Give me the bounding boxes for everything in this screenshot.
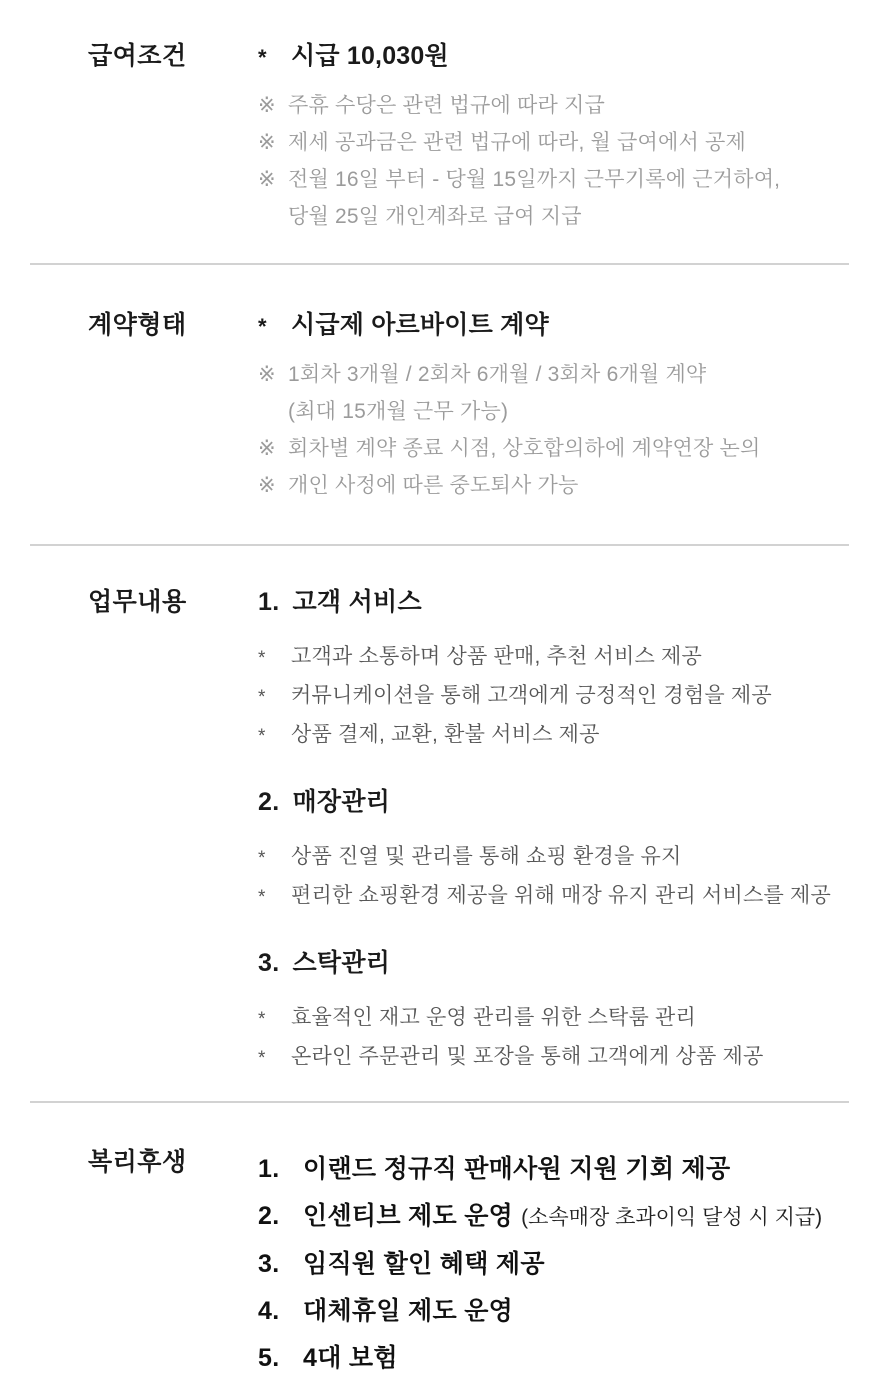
contract-section-content — [258, 309, 845, 504]
duty-bullet — [258, 1038, 845, 1077]
benefit-text: 이랜드 정규직 판매사원 지원 기회 제공 — [303, 1155, 731, 1183]
reference-marker: ※ — [258, 94, 276, 117]
asterisk-marker: * — [258, 726, 266, 747]
duty-bullet-text: 상품 진열 및 관리를 통해 쇼핑 환경을 유지 — [291, 845, 682, 868]
benefit-item — [258, 1241, 845, 1288]
benefit-number: 2. — [258, 1202, 280, 1230]
duty-bullets — [258, 838, 845, 916]
duty-bullets — [258, 638, 845, 755]
contract-note-continuation — [258, 393, 845, 430]
contract-notes — [258, 356, 845, 504]
section-divider — [30, 544, 849, 546]
duty-bullet — [258, 638, 845, 677]
duty-group-number: 1. — [258, 588, 280, 616]
duty-bullet-text: 편리한 쇼핑환경 제공을 위해 매장 유지 관리 서비스를 제공 — [291, 884, 831, 907]
benefit-text: 임직원 할인 혜택 제공 — [303, 1250, 545, 1278]
duty-bullet-text: 고객과 소통하며 상품 판매, 추천 서비스 제공 — [291, 645, 702, 668]
duty-group-customer-service — [258, 586, 845, 755]
section-benefits — [0, 1146, 879, 1382]
contract-note — [258, 356, 845, 393]
benefit-item — [258, 1335, 845, 1382]
salary-headline-text: 시급 10,030원 — [291, 42, 449, 70]
section-salary — [0, 0, 879, 235]
asterisk-marker: * — [258, 648, 266, 669]
duty-bullet-text: 온라인 주문관리 및 포장을 통해 고객에게 상품 제공 — [291, 1045, 764, 1068]
duty-group-title-text: 고객 서비스 — [292, 588, 422, 616]
benefit-item — [258, 1288, 845, 1335]
reference-marker: ※ — [258, 474, 276, 497]
reference-marker: ※ — [258, 437, 276, 460]
benefit-item — [258, 1146, 845, 1193]
duty-group-title — [258, 947, 845, 979]
contract-note-text: 개인 사정에 따른 중도퇴사 가능 — [288, 474, 579, 497]
salary-section-content — [258, 40, 845, 235]
empty-marker — [258, 393, 288, 430]
benefits-section-label: 복리후생 — [88, 1148, 187, 1176]
duty-bullet — [258, 677, 845, 716]
contract-note-text: 1회차 3개월 / 2회차 6개월 / 3회차 6개월 계약 — [288, 363, 707, 386]
contract-headline — [258, 309, 845, 343]
duty-group-title-text: 매장관리 — [292, 788, 391, 816]
contract-note-text: 회차별 계약 종료 시점, 상호합의하에 계약연장 논의 — [288, 437, 761, 460]
contract-section-label: 계약형태 — [88, 311, 187, 339]
section-divider — [30, 263, 849, 265]
duty-group-title — [258, 586, 845, 618]
duty-bullet — [258, 877, 845, 916]
duty-group-number: 2. — [258, 788, 280, 816]
duty-group-store-management — [258, 786, 845, 916]
duty-group-title — [258, 786, 845, 818]
section-divider — [30, 1101, 849, 1103]
asterisk-marker: * — [258, 1009, 266, 1030]
asterisk-marker: * — [258, 314, 267, 339]
salary-note — [258, 161, 845, 198]
benefit-text: 인센티브 제도 운영 — [303, 1202, 514, 1230]
duty-bullet — [258, 999, 845, 1038]
reference-marker: ※ — [258, 131, 276, 154]
salary-note-text: 전월 16일 부터 - 당월 15일까지 근무기록에 근거하여, — [288, 168, 781, 191]
duty-group-title-text: 스탁관리 — [292, 949, 391, 977]
duty-bullet — [258, 838, 845, 877]
duty-bullet-text: 효율적인 재고 운영 관리를 위한 스탁룸 관리 — [291, 1006, 696, 1029]
duty-group-number: 3. — [258, 949, 280, 977]
reference-marker: ※ — [258, 168, 276, 191]
benefit-suffix: (소속매장 초과이익 달성 시 지급) — [521, 1206, 823, 1229]
asterisk-marker: * — [258, 45, 267, 70]
reference-marker: ※ — [258, 363, 276, 386]
contract-note — [258, 467, 845, 504]
empty-marker — [258, 198, 288, 235]
salary-note-text: 당월 25일 개인계좌로 급여 지급 — [288, 205, 582, 228]
duty-bullet-text: 커뮤니케이션을 통해 고객에게 긍정적인 경험을 제공 — [291, 684, 772, 707]
salary-headline — [258, 40, 845, 74]
salary-note — [258, 87, 845, 124]
salary-notes — [258, 87, 845, 235]
asterisk-marker: * — [258, 1048, 266, 1069]
benefit-item — [258, 1193, 845, 1241]
duties-section-label: 업무내용 — [88, 588, 187, 616]
duty-bullet — [258, 716, 845, 755]
salary-section-label: 급여조건 — [88, 42, 187, 70]
benefit-number: 3. — [258, 1250, 280, 1278]
section-duties — [0, 586, 879, 1077]
benefit-text: 대체휴일 제도 운영 — [303, 1297, 514, 1325]
benefit-number: 4. — [258, 1297, 280, 1325]
duty-bullet-text: 상품 결제, 교환, 환불 서비스 제공 — [291, 723, 600, 746]
salary-note-text: 주휴 수당은 관련 법규에 따라 지급 — [288, 94, 605, 117]
duties-section-content — [258, 586, 845, 1077]
salary-note — [258, 124, 845, 161]
benefits-section-content — [258, 1146, 845, 1382]
duty-bullets — [258, 999, 845, 1077]
benefit-number: 1. — [258, 1155, 280, 1183]
asterisk-marker: * — [258, 687, 266, 708]
duty-group-stock-management — [258, 947, 845, 1077]
asterisk-marker: * — [258, 848, 266, 869]
salary-note-text: 제세 공과금은 관련 법규에 따라, 월 급여에서 공제 — [288, 131, 746, 154]
benefit-number: 5. — [258, 1344, 280, 1372]
asterisk-marker: * — [258, 887, 266, 908]
section-contract — [0, 309, 879, 504]
benefit-text: 4대 보험 — [303, 1344, 398, 1372]
salary-note-continuation — [258, 198, 845, 235]
contract-note — [258, 430, 845, 467]
contract-headline-text: 시급제 아르바이트 계약 — [291, 311, 549, 339]
contract-note-text: (최대 15개월 근무 가능) — [288, 400, 509, 423]
